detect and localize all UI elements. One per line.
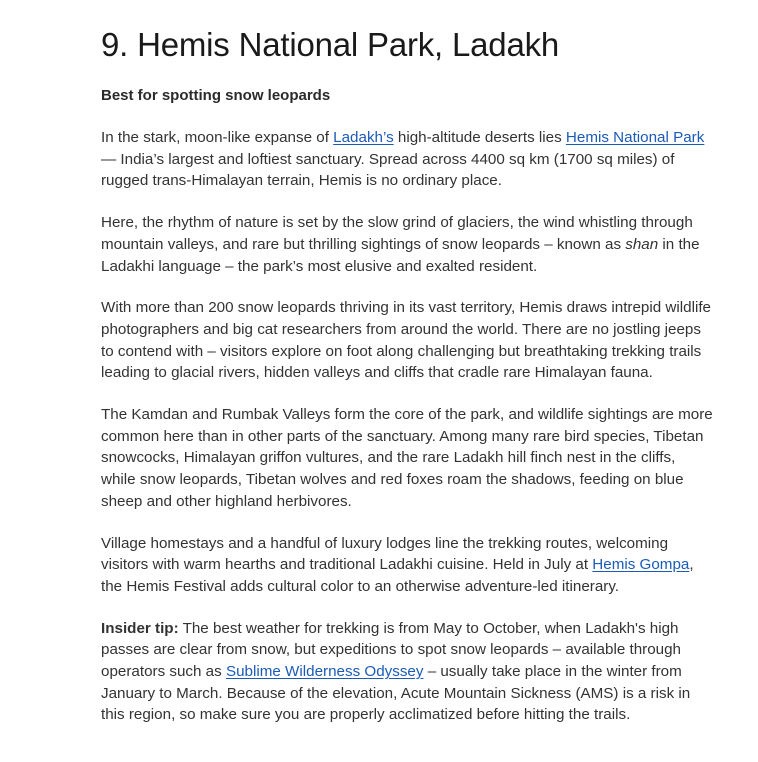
paragraph-text: Here, the rhythm of nature is set by the slow grind of glaciers, the wind whistling through mountain valleys, and rare but thrilling sightings of snow leopards – known as bbox=[101, 214, 693, 253]
section-heading: 9. Hemis National Park, Ladakh bbox=[101, 26, 560, 63]
paragraph-homestays bbox=[101, 533, 713, 598]
paragraph-text: — India’s largest and loftiest sanctuary. Spread across 4400 sq km (1700 sq miles) of rugged trans-Himalayan terrain, Hemis is no ordinary place. bbox=[101, 150, 675, 190]
paragraph-intro bbox=[101, 127, 713, 192]
paragraph-text: – usually take place in the winter from January to March. Because of the elevation, Acute Mountain Sickness (AMS) is a risk in this region, so make sure you are properly acclimatized before hitting the trails. bbox=[101, 663, 691, 724]
paragraph-text: The best weather for trekking is from May to October, when Ladakh's high passes are clear from snow, but expeditions to spot snow leopards – available through operators such as bbox=[101, 619, 681, 681]
sublime-wilderness-odyssey-link[interactable]: Sublime Wilderness Odyssey bbox=[225, 663, 424, 681]
paragraph-text: Village homestays and a handful of luxury lodges line the trekking routes, welcoming visitors with warm hearths and traditional Ladakhi cuisine. Held in July at bbox=[101, 534, 669, 574]
paragraph-text: high-altitude deserts lies bbox=[393, 129, 566, 146]
hemis-gompa-link[interactable]: Hemis Gompa bbox=[592, 556, 690, 574]
italic-term: shan bbox=[625, 235, 659, 253]
paragraph-valleys: The Kamdan and Rumbak Valleys form the core of the park, and wildlife sightings are more common here than in other parts of the sanctuary. Among many rare bird species, Tibetan snowcocks, Himalayan griffon vultures, and the rare Ladakh hill finch nest in the cliffs, while snow leopards, Tibetan wolves and red foxes roam the shadows, feeding on blue sheep and other highland herbivores. bbox=[101, 406, 713, 510]
paragraph-text: in the Ladakhi language – the park’s most elusive and exalted resident. bbox=[101, 235, 700, 275]
section-subtitle: Best for spotting snow leopards bbox=[101, 87, 331, 104]
paragraph-insider-tip bbox=[101, 618, 713, 727]
hemis-national-park-link[interactable]: Hemis National Park bbox=[565, 129, 705, 146]
insider-tip-label: Insider tip: bbox=[101, 619, 179, 637]
paragraph-leopards: With more than 200 snow leopards thriving in its vast territory, Hemis draws intrepid wildlife photographers and big cat researchers from around the world. There are no jostling jeeps to contend with – visitors explore on foot along challenging but breathtaking trekking trails leading to glacial rivers, hidden valleys and cliffs that cradle rare Himalayan fauna. bbox=[101, 299, 711, 382]
ladakh-link[interactable]: Ladakh’s bbox=[333, 129, 394, 146]
paragraph-nature bbox=[101, 212, 713, 277]
paragraph-text: , the Hemis Festival adds cultural color to an otherwise adventure-led itinerary. bbox=[101, 556, 694, 595]
article bbox=[101, 24, 713, 726]
paragraph-text: In the stark, moon-like expanse of bbox=[101, 129, 334, 146]
